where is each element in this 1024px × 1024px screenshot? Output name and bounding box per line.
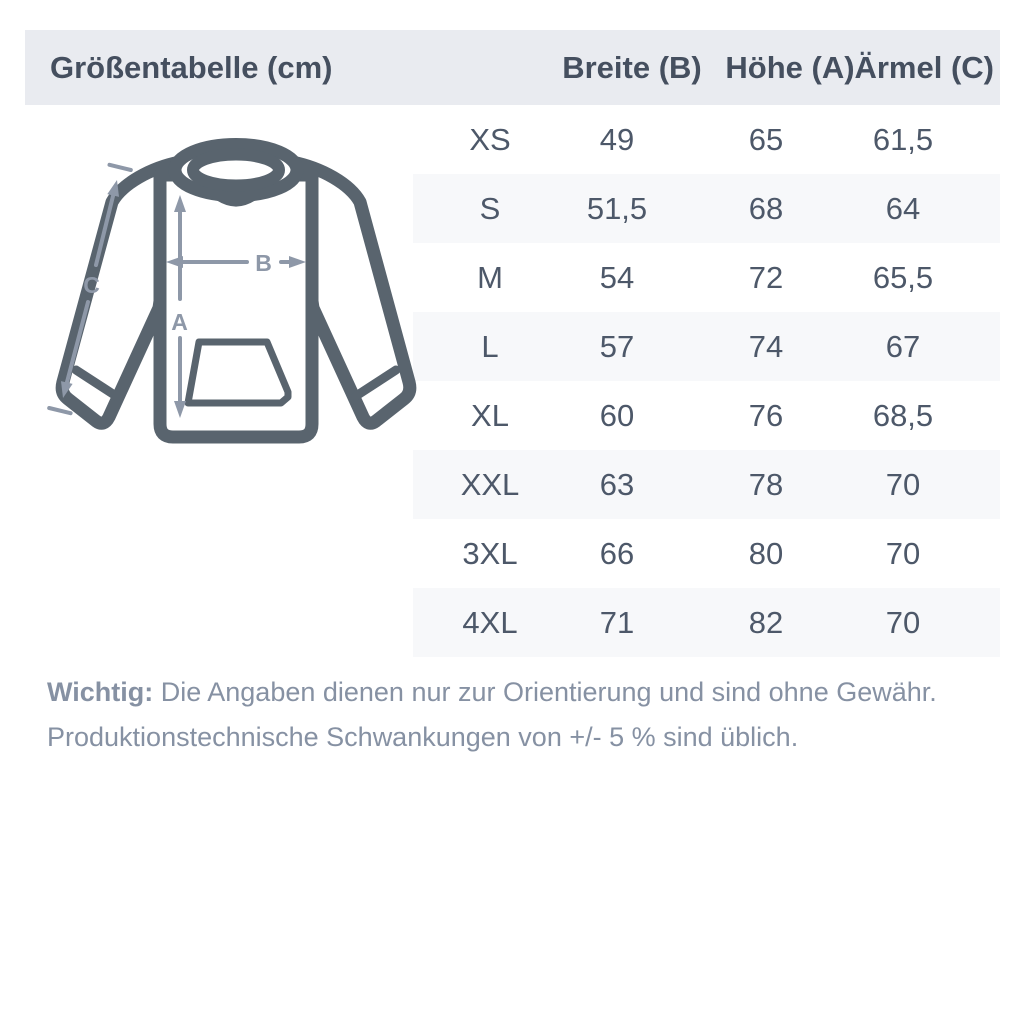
hoehe-cell: 82 [748,605,784,640]
disclaimer-bold-word: Wichtig: [47,677,154,707]
aermel-cell: 64 [885,191,921,226]
column-header-hoehe: Höhe (A) [725,50,855,85]
table-row [25,450,1000,519]
size-cell: 3XL [462,536,518,571]
table-row [25,519,1000,588]
hoehe-cell: 68 [748,191,784,226]
row-cells [413,105,1000,174]
hoodie-measurement-diagram [45,135,420,445]
size-cell: XXL [460,467,520,502]
size-cell: XL [471,398,509,433]
row-cells [413,519,1000,588]
hoehe-cell: 74 [748,329,784,364]
disclaimer-line1 [47,677,937,707]
hoehe-cell: 78 [748,467,784,502]
hoehe-cell: 80 [748,536,784,571]
size-cell: XS [469,122,511,157]
aermel-cell: 67 [885,329,921,364]
aermel-cell: 61,5 [872,122,934,157]
table-row [25,588,1000,657]
measure-label-b: B [255,250,273,276]
hoodie-pocket [188,342,288,403]
row-cells [413,450,1000,519]
column-header-aermel: Ärmel (C) [854,50,994,85]
breite-cell: 57 [599,329,635,364]
arrowhead-c-top [107,180,119,197]
breite-cell: 63 [599,467,635,502]
row-cells [413,312,1000,381]
breite-cell: 66 [599,536,635,571]
measure-label-c: C [83,272,101,298]
table-title: Größentabelle (cm) [50,50,333,85]
breite-cell: 51,5 [586,191,648,226]
row-cells [413,588,1000,657]
hood-inner-ring [193,155,279,186]
breite-cell: 49 [599,122,635,157]
measure-label-a: A [171,309,189,335]
disclaimer-note [47,670,967,760]
size-cell: S [479,191,501,226]
aermel-cell: 70 [885,605,921,640]
table-header [25,30,1000,105]
aermel-cell: 65,5 [872,260,934,295]
row-cells [413,381,1000,450]
size-cell: L [481,329,499,364]
row-cells [413,174,1000,243]
hoehe-cell: 76 [748,398,784,433]
size-cell: M [477,260,503,295]
hoehe-cell: 72 [748,260,784,295]
size-cell: 4XL [462,605,518,640]
aermel-cell: 70 [885,467,921,502]
breite-cell: 71 [599,605,635,640]
column-header-breite: Breite (B) [562,50,702,85]
disclaimer-line1-rest: Die Angaben dienen nur zur Orientierung und sind ohne Gewähr. [153,677,937,707]
aermel-cell: 68,5 [872,398,934,433]
disclaimer-line2: Produktionstechnische Schwankungen von +/- 5 % sind üblich. [47,722,799,752]
row-cells [413,243,1000,312]
breite-cell: 60 [599,398,635,433]
aermel-cell: 70 [885,536,921,571]
hoehe-cell: 65 [748,122,784,157]
breite-cell: 54 [599,260,635,295]
